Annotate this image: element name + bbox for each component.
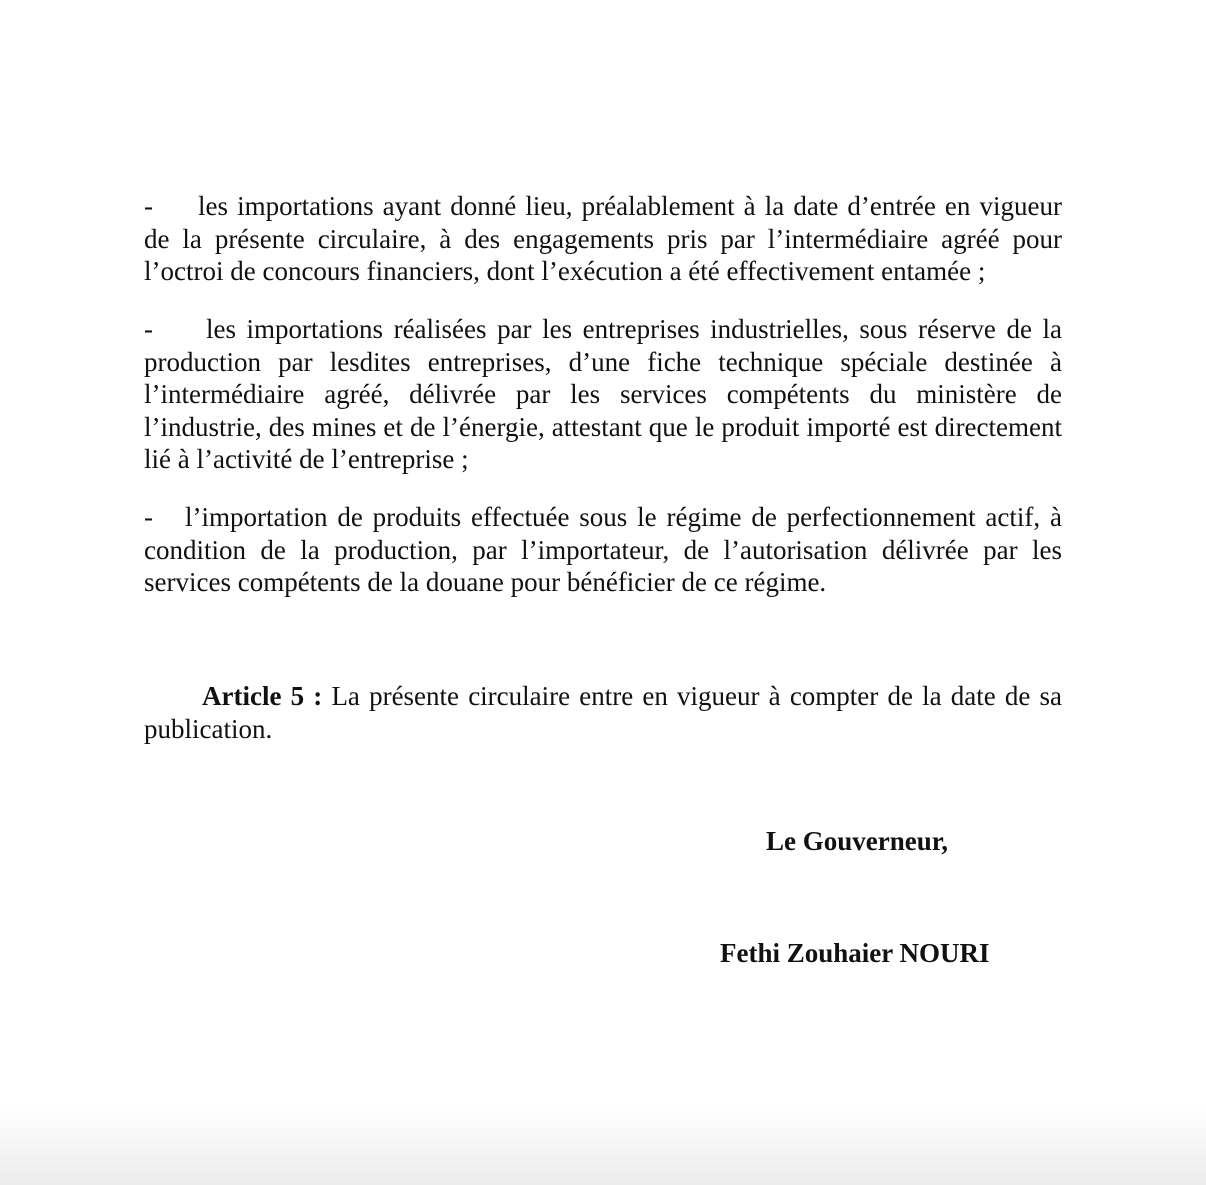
signature-title: Le Gouverneur, [766,826,948,856]
list-item [144,190,1062,288]
bullet-dash: - [144,502,153,532]
list-item [144,501,1062,599]
article-label: Article 5 : [202,681,323,711]
signature-name: Fethi Zouhaier NOURI [720,938,990,968]
bullet-dash: - [144,314,153,344]
list-item-text: les importations ayant donné lieu, préalablement à la date d’entrée en vigueur de la présente circulaire, à des engagements pris par l’intermédiaire agréé pour l’octroi de concours financiers, dont l’exécution a été effectivement entamée ; [144,191,1062,286]
article-paragraph [144,680,1062,745]
article-text: La présente circulaire entre en vigueur à compter de la date de sa publication. [144,681,1063,744]
list-item-text: les importations réalisées par les entreprises industrielles, sous réserve de la production par lesdites entreprises, d’une fiche technique spéciale destinée à l’intermédiaire agréé, délivrée par les services compétents du ministère de l’industrie, des mines et de l’énergie, attestant que le produit importé est directement lié à l’activité de l’entreprise ; [144,314,1062,474]
page-bottom-shadow [0,1105,1206,1185]
list-item-text: l’importation de produits effectuée sous le régime de perfectionnement actif, à condition de la production, par l’importateur, de l’autorisation délivrée par les services compétents de la douane pour bénéficier de ce régime. [144,502,1062,597]
list-item [144,313,1062,476]
bullet-dash: - [144,191,153,221]
